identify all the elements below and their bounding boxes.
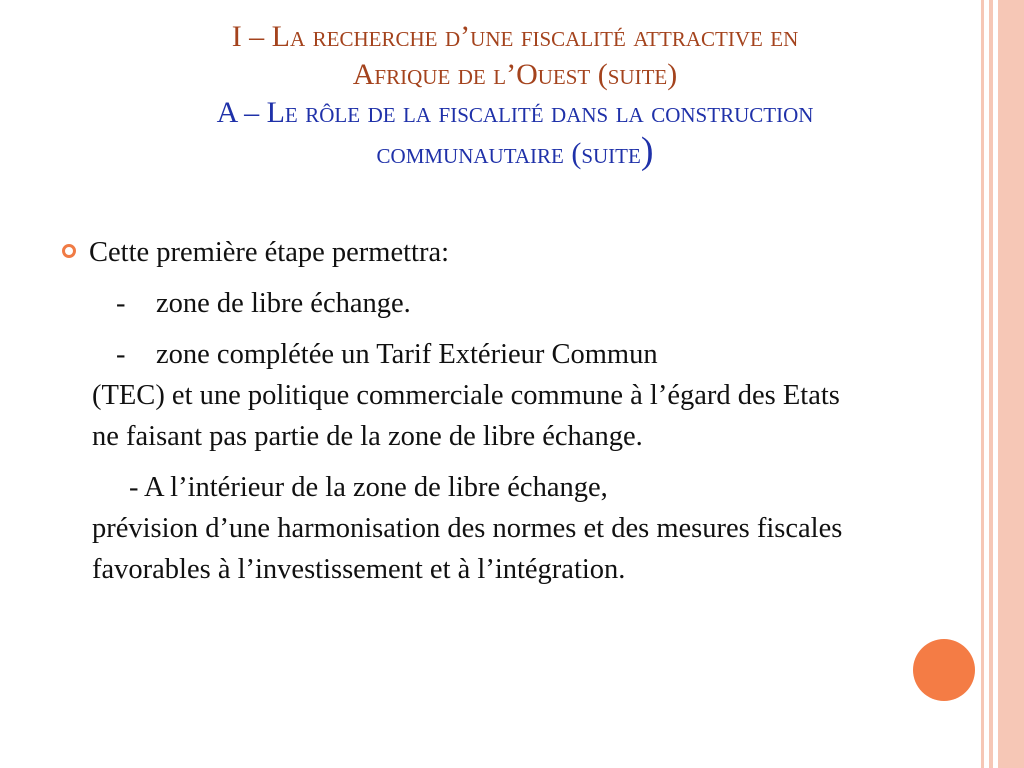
sub-item-1-dash: - (116, 288, 126, 319)
bullet-item (62, 232, 872, 273)
sub-item-1-line (92, 288, 411, 319)
subtitle-close-paren: ) (640, 130, 654, 172)
slide-body (62, 232, 872, 590)
subtitle-line-2-text: communautaire (suite (376, 137, 641, 170)
orange-ring-bullet-icon (62, 244, 76, 258)
stripe-medium (989, 0, 993, 768)
subtitle-line-1: A – Le rôle de la fiscalité dans la construction (216, 96, 814, 129)
sub-item-1-text: zone de libre échange. (156, 288, 411, 319)
sub-item-2-dash: - (116, 339, 126, 370)
decorative-stripes (979, 0, 1024, 768)
decorative-orange-dot (913, 639, 975, 701)
sub-item-3 (62, 467, 872, 590)
slide-title (100, 18, 930, 173)
sub-item-3-rest-text: prévision d’une harmonisation des normes et des mesures fiscales favorables à l’investissement et à l’intégration. (92, 513, 843, 585)
bullet-text: Cette première étape permettra: (89, 237, 450, 268)
subtitle-line-2 (100, 132, 930, 173)
sub-item-2-rest-text: (TEC) et une politique commerciale commune à l’égard des Etats ne faisant pas partie de la zone de libre échange. (92, 380, 840, 452)
title-line-2: Afrique de l’Ouest (suite) (352, 58, 678, 91)
sub-item-2-first-text: zone complétée un Tarif Extérieur Commun (156, 339, 658, 370)
sub-item-3-first-text: - A l’intérieur de la zone de libre échange, (129, 472, 608, 503)
title-line-1: I – La recherche d’une fiscalité attractive en (231, 20, 799, 53)
sub-item-1 (62, 283, 872, 324)
stripe-wide (998, 0, 1024, 768)
sub-item-2 (62, 334, 872, 457)
sub-item-2-first-line (92, 334, 872, 375)
stripe-thin (981, 0, 984, 768)
